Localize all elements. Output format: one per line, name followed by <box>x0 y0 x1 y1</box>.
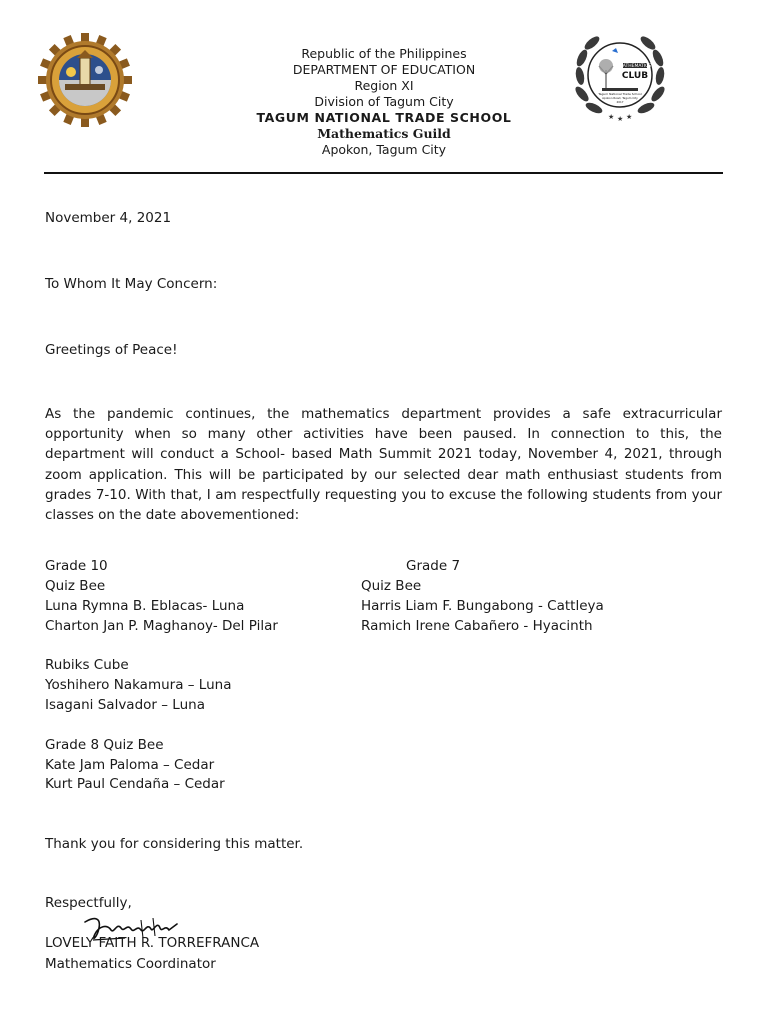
greeting: Greetings of Peace! <box>45 342 178 358</box>
signatory-name: LOVELY FAITH R. TORREFRANCA <box>45 935 260 951</box>
grade8-heading: Grade 8 Quiz Bee <box>45 737 164 753</box>
logo-sub: Apokon Road, Tagum City <box>602 96 638 100</box>
student-name: Isagani Salvador – Luna <box>45 697 205 713</box>
letter-date: November 4, 2021 <box>45 210 172 226</box>
division-line: Division of Tagum City <box>314 94 454 109</box>
department-line: DEPARTMENT OF EDUCATION <box>292 62 476 77</box>
thanks-line: Thank you for considering this matter. <box>45 836 304 852</box>
logo-club: CLUB <box>621 71 649 81</box>
student-name: Charton Jan P. Maghanoy- Del Pilar <box>45 618 278 634</box>
mathematics-club-logo <box>568 26 672 124</box>
logo-school: Tagum National Trade School <box>598 92 642 96</box>
guild-name: Mathematics Guild <box>317 126 451 141</box>
letterhead <box>200 46 568 158</box>
logo-year: 2017 <box>616 100 624 104</box>
grade7-event: Quiz Bee <box>361 578 422 594</box>
student-name: Ramich Irene Cabañero - Hyacinth <box>361 618 593 634</box>
student-name: Yoshihero Nakamura – Luna <box>45 677 232 693</box>
rubiks-heading: Rubiks Cube <box>45 657 129 673</box>
salutation: To Whom It May Concern: <box>45 276 218 292</box>
student-name: Harris Liam F. Bungabong - Cattleya <box>361 598 604 614</box>
svg-text:★: ★ <box>608 113 615 121</box>
grade10-heading: Grade 10 <box>45 558 108 574</box>
logo-title: MATHEMATICS <box>618 64 652 69</box>
closing-line: Respectfully, <box>45 895 132 911</box>
header-divider <box>44 172 723 174</box>
student-name: Luna Rymna B. Eblacas- Luna <box>45 598 245 614</box>
address-line: Apokon, Tagum City <box>321 142 447 157</box>
region-line: Region XI <box>354 78 414 93</box>
svg-text:★: ★ <box>626 113 633 121</box>
republic-line: Republic of the Philippines <box>301 46 467 61</box>
school-seal-logo <box>38 33 132 127</box>
grade10-event: Quiz Bee <box>45 578 106 594</box>
body-paragraph: As the pandemic continues, the mathematics department provides a safe extracurricular opportunity when so many other activities have been paused. In connection to this, the department will conduct a School- based Math Summit 2021 today, November 4, 2021, through zoom application. This will be participated by our selected dear math enthusiast students from grades 7-10. With that, I am respectfully requesting you to excuse the following students from your classes on the date abovementioned: <box>45 406 722 524</box>
signatory-position: Mathematics Coordinator <box>45 956 216 972</box>
svg-text:★: ★ <box>617 115 624 123</box>
school-name: TAGUM NATIONAL TRADE SCHOOL <box>256 110 512 125</box>
student-name: Kate Jam Paloma – Cedar <box>45 757 215 773</box>
student-name: Kurt Paul Cendaña – Cedar <box>45 776 225 792</box>
grade7-heading: Grade 7 <box>406 558 461 574</box>
